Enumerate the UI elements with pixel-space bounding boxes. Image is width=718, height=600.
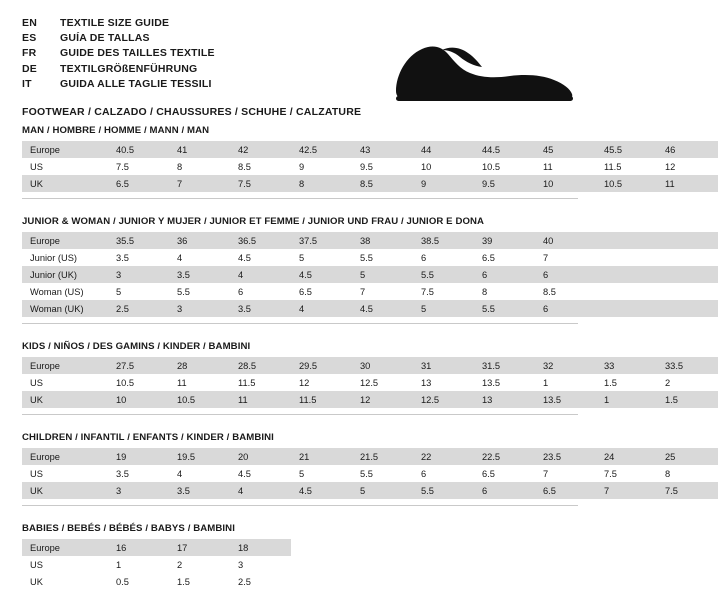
cell: 8.5 (543, 286, 556, 297)
cell: 42.5 (291, 141, 352, 158)
cell: 3 (108, 266, 169, 283)
cell: 3.5 (169, 482, 230, 499)
cell: 10 (421, 161, 432, 172)
cell: 4 (177, 252, 183, 263)
cell: 11.5 (604, 161, 622, 172)
cell: 28.5 (230, 357, 291, 374)
row-label: UK (30, 576, 43, 587)
cell: 36.5 (230, 232, 291, 249)
cell: 4.5 (291, 482, 352, 499)
cell: 7 (543, 252, 549, 263)
cell: 12.5 (360, 377, 379, 388)
divider (22, 414, 578, 415)
cell: 22 (413, 448, 474, 465)
cell: 33.5 (657, 357, 718, 374)
cell: 8 (291, 175, 352, 192)
block-title: BABIES / BEBÉS / BÉBÉS / BABYS / BAMBINI (22, 523, 235, 534)
cell: 6 (474, 266, 535, 283)
cell: 8.5 (238, 161, 251, 172)
cell: 39 (474, 232, 535, 249)
cell: 1 (543, 377, 549, 388)
cell: 4 (230, 482, 291, 499)
size-block-junior-woman (22, 216, 578, 324)
cell: 42 (230, 141, 291, 158)
cell: 19 (108, 448, 169, 465)
cell: 45.5 (596, 141, 657, 158)
language-code: EN (22, 17, 37, 29)
cell: 3 (108, 482, 169, 499)
cell: 7 (596, 482, 657, 499)
language-code: DE (22, 62, 37, 75)
cell: 2 (177, 559, 183, 570)
cell: 10.5 (596, 175, 657, 192)
cell: 43 (352, 141, 413, 158)
cell: 13.5 (535, 391, 596, 408)
cell: 7.5 (657, 482, 718, 499)
cell: 10.5 (169, 391, 230, 408)
cell: 29.5 (291, 357, 352, 374)
cell: 7 (360, 286, 366, 297)
cell: 4.5 (238, 468, 251, 479)
table-row (22, 141, 718, 158)
cell: 8 (665, 468, 671, 479)
cell: 40 (535, 232, 596, 249)
language-title: TEXTILE SIZE GUIDE (60, 17, 170, 29)
cell: 5.5 (360, 252, 373, 263)
cell: 4.5 (352, 300, 413, 317)
row-label: UK (22, 175, 108, 192)
size-table-man (22, 141, 718, 192)
cell: 31 (413, 357, 474, 374)
cell: 3.5 (169, 266, 230, 283)
table-row (22, 539, 291, 556)
table-row (22, 158, 718, 175)
block-title: KIDS / NIÑOS / DES GAMINS / KINDER / BAMBINI (22, 341, 251, 352)
language-title: GUÍA DE TALLAS (60, 32, 150, 45)
cell: 4 (230, 266, 291, 283)
cell: 2.5 (238, 576, 251, 587)
cell: 5 (116, 286, 122, 297)
cell: 0.5 (116, 576, 129, 587)
cell: 9 (413, 175, 474, 192)
cell: 3.5 (230, 300, 291, 317)
cell: 7.5 (604, 468, 617, 479)
table-row (22, 374, 718, 391)
table-row (22, 465, 718, 482)
row-label: Europe (22, 448, 108, 465)
cell: 8 (482, 286, 488, 297)
cell: 3 (169, 300, 230, 317)
table-row (22, 357, 718, 374)
cell: 5 (299, 468, 305, 479)
cell: 6.5 (482, 252, 495, 263)
cell: 1.5 (177, 576, 190, 587)
cell: 5.5 (177, 286, 190, 297)
cell: 11.5 (238, 377, 256, 388)
cell: 10 (535, 175, 596, 192)
row-label: Europe (22, 141, 108, 158)
size-table-junior-woman (22, 232, 718, 317)
cell: 7 (169, 175, 230, 192)
cell: 8.5 (352, 175, 413, 192)
cell: 44.5 (474, 141, 535, 158)
row-label: US (30, 377, 43, 388)
cell: 7.5 (116, 161, 129, 172)
table-row (22, 175, 718, 192)
cell: 5.5 (360, 468, 373, 479)
cell: 1.5 (604, 377, 617, 388)
cell: 27.5 (108, 357, 169, 374)
cell: 21.5 (352, 448, 413, 465)
cell: 21 (291, 448, 352, 465)
cell: 4.5 (291, 266, 352, 283)
cell: 40.5 (108, 141, 169, 158)
cell: 31.5 (474, 357, 535, 374)
cell: 19.5 (169, 448, 230, 465)
language-code: IT (22, 77, 32, 90)
cell: 4.5 (238, 252, 251, 263)
cell: 3 (238, 559, 244, 570)
cell: 32 (535, 357, 596, 374)
cell: 22.5 (474, 448, 535, 465)
row-label: UK (22, 391, 108, 408)
cell: 1.5 (657, 391, 718, 408)
cell: 23.5 (535, 448, 596, 465)
table-row (22, 482, 718, 499)
divider (22, 323, 578, 324)
cell: 2 (665, 377, 671, 388)
table-row (22, 249, 718, 266)
cell: 9.5 (474, 175, 535, 192)
cell: 5 (413, 300, 474, 317)
cell: 1 (116, 559, 122, 570)
row-label: US (30, 559, 43, 570)
row-label: Europe (22, 357, 108, 374)
size-table-kids (22, 357, 718, 408)
cell: 7.5 (230, 175, 291, 192)
cell: 11 (657, 175, 718, 192)
cell: 13.5 (482, 377, 501, 388)
cell: 6.5 (482, 468, 495, 479)
cell: 12 (665, 161, 676, 172)
cell: 36 (169, 232, 230, 249)
cell: 6 (238, 286, 244, 297)
block-title: MAN / HOMBRE / HOMME / MANN / MAN (22, 125, 210, 136)
cell: 5.5 (413, 482, 474, 499)
cell: 10.5 (482, 161, 501, 172)
row-label: UK (22, 482, 108, 499)
cell: 28 (169, 357, 230, 374)
cell: 5 (352, 266, 413, 283)
cell: 6.5 (299, 286, 312, 297)
language-title: GUIDA ALLE TAGLIE TESSILI (60, 77, 212, 90)
table-row (22, 232, 718, 249)
cell: 38.5 (413, 232, 474, 249)
cell: 37.5 (291, 232, 352, 249)
cell: 41 (169, 141, 230, 158)
table-row (22, 266, 718, 283)
cell: 6 (535, 300, 596, 317)
cell: 46 (657, 141, 718, 158)
cell: 11 (230, 391, 291, 408)
cell: 6.5 (108, 175, 169, 192)
cell: 33 (596, 357, 657, 374)
cell: 5 (299, 252, 305, 263)
cell: 6.5 (535, 482, 596, 499)
cell: 1 (596, 391, 657, 408)
size-block-kids (22, 341, 684, 415)
cell: 5.5 (413, 266, 474, 283)
document-header (22, 16, 578, 119)
cell: 25 (657, 448, 718, 465)
block-title: JUNIOR & WOMAN / JUNIOR Y MUJER / JUNIOR ET FEMME / JUNIOR UND FRAU / JUNIOR E DONA (22, 216, 485, 227)
row-label: US (30, 468, 43, 479)
cell: 20 (230, 448, 291, 465)
cell: 24 (596, 448, 657, 465)
cell: 12 (352, 391, 413, 408)
block-title: CHILDREN / INFANTIL / ENFANTS / KINDER / BAMBINI (22, 432, 274, 443)
row-label: Woman (UK) (22, 300, 108, 317)
cell: 6 (421, 252, 427, 263)
cell: 11 (177, 377, 187, 388)
cell: 45 (535, 141, 596, 158)
size-table-children (22, 448, 718, 499)
table-row (22, 300, 718, 317)
cell: 8 (177, 161, 183, 172)
cell: 16 (108, 539, 169, 556)
cell: 38 (352, 232, 413, 249)
dress-shoe-icon (384, 28, 576, 110)
cell: 7.5 (421, 286, 434, 297)
size-block-man (22, 125, 676, 199)
table-row (22, 556, 291, 573)
row-label: Junior (US) (30, 252, 78, 263)
cell: 6 (535, 266, 596, 283)
cell: 5 (352, 482, 413, 499)
cell: 11.5 (291, 391, 352, 408)
size-block-babies (22, 523, 578, 590)
cell: 2.5 (108, 300, 169, 317)
row-label: Europe (22, 539, 108, 556)
cell: 13 (474, 391, 535, 408)
row-label: Junior (UK) (22, 266, 108, 283)
footwear-category-heading: FOOTWEAR / CALZADO / CHAUSSURES / SCHUHE / CALZATURE (22, 106, 362, 119)
cell: 10 (108, 391, 169, 408)
cell: 5.5 (474, 300, 535, 317)
cell: 44 (413, 141, 474, 158)
cell: 35.5 (108, 232, 169, 249)
language-title: TEXTILGRÖßENFÜHRUNG (60, 62, 198, 75)
cell: 10.5 (116, 377, 135, 388)
cell: 9.5 (360, 161, 373, 172)
table-row (22, 448, 718, 465)
cell: 9 (299, 161, 305, 172)
language-code: FR (22, 47, 37, 60)
cell: 11 (543, 161, 553, 172)
language-title: GUIDE DES TAILLES TEXTILE (60, 47, 215, 60)
divider (22, 198, 578, 199)
cell: 4 (177, 468, 183, 479)
row-label: US (30, 161, 43, 172)
cell: 12 (299, 377, 310, 388)
cell: 17 (169, 539, 230, 556)
size-table-babies (22, 539, 291, 590)
row-label: Europe (22, 232, 108, 249)
cell: 6 (421, 468, 427, 479)
cell: 3.5 (116, 468, 129, 479)
cell: 12.5 (413, 391, 474, 408)
cell: 13 (421, 377, 432, 388)
row-label: Woman (US) (30, 286, 84, 297)
language-code: ES (22, 32, 37, 45)
divider (22, 505, 578, 506)
table-row (22, 391, 718, 408)
cell: 7 (543, 468, 549, 479)
table-row (22, 573, 291, 590)
table-row (22, 283, 718, 300)
cell: 3.5 (116, 252, 129, 263)
cell: 30 (352, 357, 413, 374)
size-block-children (22, 432, 678, 506)
cell: 18 (230, 539, 291, 556)
cell: 4 (291, 300, 352, 317)
cell: 6 (474, 482, 535, 499)
